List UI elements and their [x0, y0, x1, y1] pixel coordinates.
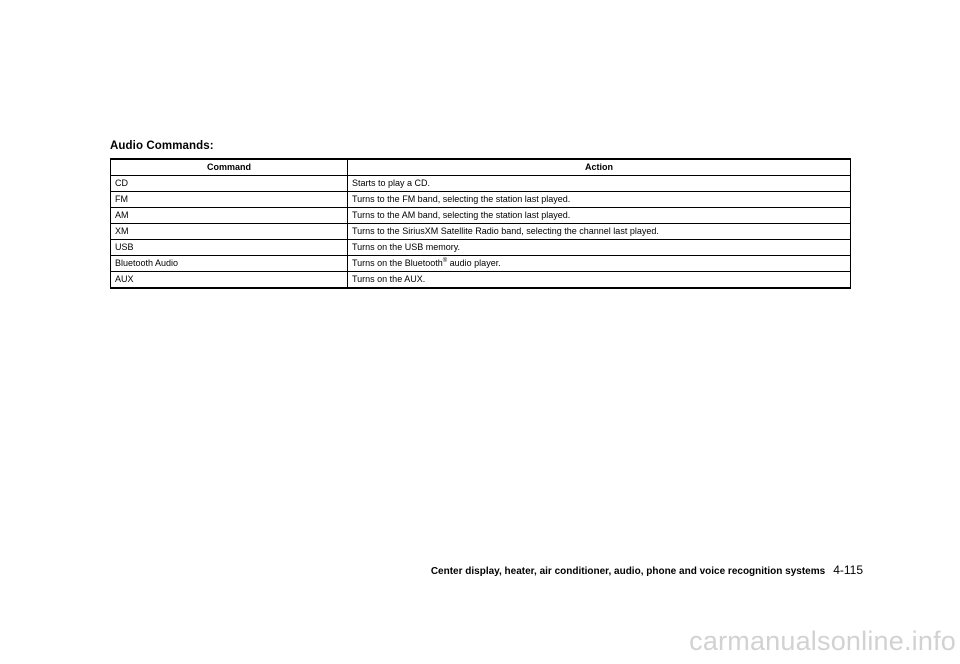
- section-title: Audio Commands:: [110, 140, 214, 152]
- table-row: [111, 256, 851, 272]
- table-row: [111, 176, 851, 192]
- column-header-action: Action: [348, 159, 851, 176]
- command-cell: AM: [111, 208, 348, 224]
- action-cell: [348, 256, 851, 272]
- page-footer: [431, 563, 863, 577]
- command-cell: USB: [111, 240, 348, 256]
- action-cell: Turns on the USB memory.: [348, 240, 851, 256]
- action-text: audio player.: [447, 258, 501, 268]
- table-row: [111, 192, 851, 208]
- action-cell: Turns to the SiriusXM Satellite Radio band, selecting the channel last played.: [348, 224, 851, 240]
- table-row: [111, 240, 851, 256]
- audio-commands-table: [110, 158, 851, 289]
- action-cell: Starts to play a CD.: [348, 176, 851, 192]
- action-cell: Turns to the AM band, selecting the station last played.: [348, 208, 851, 224]
- command-cell: XM: [111, 224, 348, 240]
- table-row: [111, 208, 851, 224]
- column-header-command: Command: [111, 159, 348, 176]
- command-cell: Bluetooth Audio: [111, 256, 348, 272]
- command-cell: AUX: [111, 272, 348, 289]
- action-cell: Turns to the FM band, selecting the station last played.: [348, 192, 851, 208]
- command-cell: FM: [111, 192, 348, 208]
- watermark: carmanualsonline.info: [689, 626, 956, 656]
- registered-mark: ®: [442, 258, 448, 264]
- action-cell: Turns on the AUX.: [348, 272, 851, 289]
- action-text: Turns on the Bluetooth: [352, 258, 443, 268]
- table-row: [111, 224, 851, 240]
- command-cell: CD: [111, 176, 348, 192]
- table-header-row: [111, 159, 851, 176]
- table-row: [111, 272, 851, 289]
- footer-chapter-title: Center display, heater, air conditioner, audio, phone and voice recognition systems: [430, 566, 826, 577]
- page-number: 4-115: [833, 563, 863, 577]
